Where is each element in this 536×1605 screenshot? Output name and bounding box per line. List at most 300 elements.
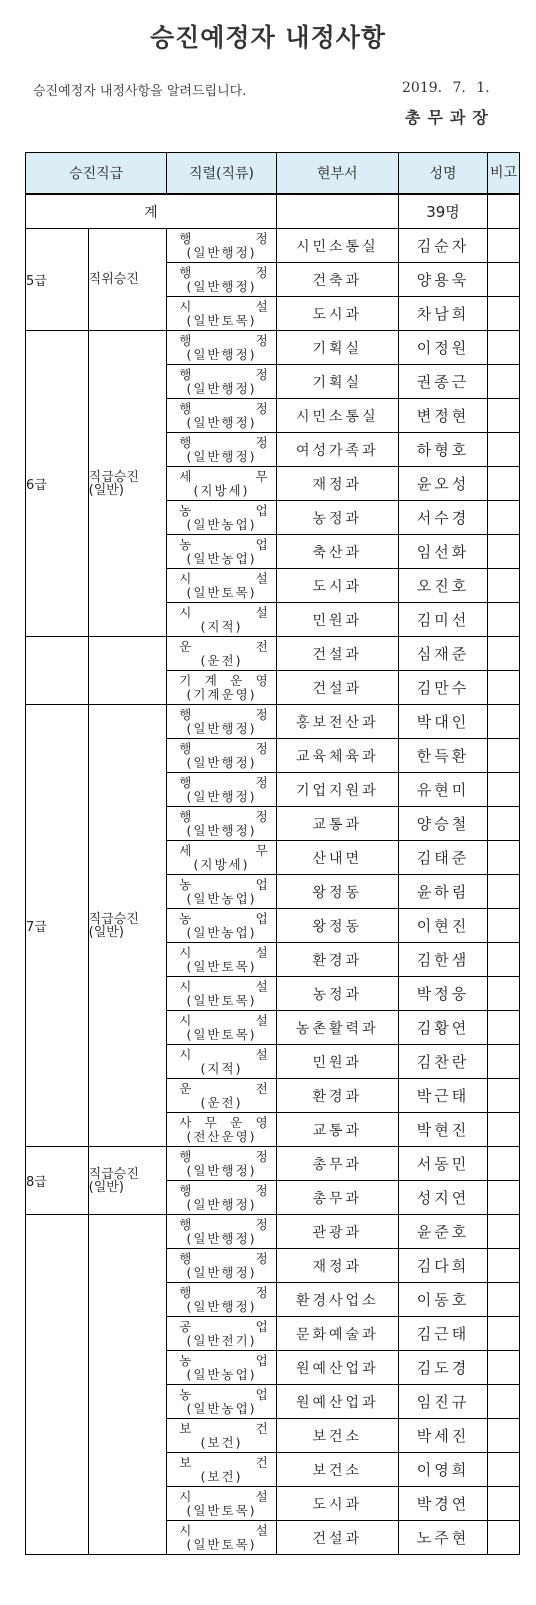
job-series-cell — [167, 977, 276, 1011]
job-series-cell — [167, 773, 276, 807]
remark-cell — [488, 1079, 520, 1113]
job-subseries: (일반행정) — [186, 822, 257, 838]
name-cell: 이현진 — [398, 909, 487, 943]
page-title: 승진예정자 내정사항 — [149, 23, 387, 52]
header-grade: 승진직급 — [26, 153, 167, 195]
job-series — [167, 1116, 275, 1130]
department-cell: 시민소통실 — [276, 229, 398, 263]
name-cell: 김만수 — [398, 671, 487, 705]
job-series — [167, 1150, 275, 1164]
job-series-char: 행 — [179, 400, 192, 416]
job-subseries: (일반행정) — [186, 1196, 257, 1212]
remark-cell — [488, 943, 520, 977]
promotion-type-sub: (일반) — [88, 924, 124, 940]
name-cell: 김찬란 — [398, 1045, 487, 1079]
job-subseries: (일반행정) — [186, 754, 257, 770]
job-series — [167, 1286, 275, 1300]
job-series-char: 설 — [255, 1046, 268, 1062]
job-series-cell — [167, 1385, 276, 1419]
remark-cell — [488, 1181, 520, 1215]
name-cell: 박세진 — [398, 1419, 487, 1453]
job-series — [167, 572, 275, 586]
name-cell: 권종근 — [398, 365, 487, 399]
department-cell: 왕정동 — [276, 875, 398, 909]
job-series-char: 농 — [179, 910, 192, 926]
remark-cell — [488, 1011, 520, 1045]
job-series-char: 업 — [255, 910, 268, 926]
department-cell: 총무과 — [276, 1147, 398, 1181]
job-series-char: 시 — [179, 944, 192, 960]
document-date: 2019. 7. 1. — [402, 80, 490, 96]
department-cell: 기획실 — [276, 331, 398, 365]
job-series-char: 영 — [255, 672, 268, 688]
total-label: 계 — [26, 194, 277, 229]
job-series — [167, 1048, 275, 1062]
job-series-cell — [167, 535, 276, 569]
job-subseries: (지적) — [200, 618, 243, 634]
name-cell: 서동민 — [398, 1147, 487, 1181]
name-cell: 윤하림 — [398, 875, 487, 909]
name-cell: 박정웅 — [398, 977, 487, 1011]
remark-cell — [488, 977, 520, 1011]
grade-cell: 8급 — [26, 1147, 89, 1215]
name-cell: 김순자 — [398, 229, 487, 263]
department-cell: 건설과 — [276, 671, 398, 705]
name-cell: 하형호 — [398, 433, 487, 467]
name-cell: 박현진 — [398, 1113, 487, 1147]
department-cell: 홍보전산과 — [276, 705, 398, 739]
job-series — [167, 334, 275, 348]
job-series-cell — [167, 1453, 276, 1487]
job-subseries: (일반토목) — [186, 958, 257, 974]
job-series-cell — [167, 433, 276, 467]
department-cell: 교통과 — [276, 1113, 398, 1147]
job-series-char: 설 — [255, 298, 268, 314]
job-series-char: 무 — [255, 842, 268, 858]
job-series-cell — [167, 875, 276, 909]
job-series-char: 정 — [255, 1284, 268, 1300]
job-series-char: 영 — [255, 1114, 268, 1130]
job-subseries: (일반행정) — [186, 1264, 257, 1280]
name-cell: 김한샘 — [398, 943, 487, 977]
job-series-cell — [167, 637, 276, 671]
job-series — [167, 606, 275, 620]
remark-cell — [488, 1283, 520, 1317]
job-series — [167, 266, 275, 280]
job-series-cell — [167, 841, 276, 875]
department-cell: 기업지원과 — [276, 773, 398, 807]
job-series-char: 행 — [179, 1216, 192, 1232]
job-series-cell — [167, 705, 276, 739]
job-series-char: 정 — [255, 366, 268, 382]
job-subseries: (지방세) — [193, 856, 250, 872]
name-cell: 이정원 — [398, 331, 487, 365]
job-series-char: 설 — [255, 1012, 268, 1028]
job-series-char: 농 — [179, 876, 192, 892]
grade-cell: 5급 — [26, 229, 89, 331]
job-subseries: (일반토목) — [186, 1026, 257, 1042]
department-cell: 원예산업과 — [276, 1385, 398, 1419]
job-series-cell — [167, 1181, 276, 1215]
remark-cell — [488, 501, 520, 535]
remark-cell — [488, 875, 520, 909]
job-subseries: (일반농업) — [186, 1366, 257, 1382]
remark-cell — [488, 1419, 520, 1453]
department-cell: 관광과 — [276, 1215, 398, 1249]
grade-cell: 7급 — [26, 705, 89, 1147]
job-subseries: (일반토목) — [186, 1536, 257, 1552]
job-series-char: 설 — [255, 944, 268, 960]
job-series-cell — [167, 739, 276, 773]
department-cell: 축산과 — [276, 535, 398, 569]
job-series-char: 운 — [230, 672, 243, 688]
job-subseries: (일반행정) — [186, 1230, 257, 1246]
department-cell: 기획실 — [276, 365, 398, 399]
job-subseries: (일반토목) — [186, 584, 257, 600]
job-subseries: (일반전기) — [186, 1332, 257, 1348]
job-series-char: 업 — [255, 1318, 268, 1334]
remark-cell — [488, 1385, 520, 1419]
job-series-cell — [167, 1487, 276, 1521]
job-series-char: 보 — [179, 1420, 192, 1436]
remark-cell — [488, 1487, 520, 1521]
job-series-char: 행 — [179, 1250, 192, 1266]
job-series — [167, 810, 275, 824]
job-subseries: (보건) — [200, 1434, 243, 1450]
job-series-cell — [167, 1249, 276, 1283]
job-series-cell — [167, 1521, 276, 1555]
job-series — [167, 742, 275, 756]
job-series-char: 설 — [255, 570, 268, 586]
job-series — [167, 1252, 275, 1266]
remark-cell — [488, 194, 520, 229]
header-row — [26, 153, 520, 195]
job-series-char: 농 — [179, 1352, 192, 1368]
total-row — [26, 194, 520, 229]
name-cell: 박대인 — [398, 705, 487, 739]
remark-cell — [488, 603, 520, 637]
job-series-char: 시 — [179, 1488, 192, 1504]
remark-cell — [488, 841, 520, 875]
header-remark: 비고 — [488, 153, 520, 195]
department-cell: 환경사업소 — [276, 1283, 398, 1317]
job-series — [167, 878, 275, 892]
remark-cell — [488, 773, 520, 807]
promotion-type-cell — [88, 637, 167, 705]
job-series-char: 정 — [255, 1250, 268, 1266]
job-series-char: 행 — [179, 740, 192, 756]
job-series-char: 행 — [179, 332, 192, 348]
job-series-char: 세 — [179, 468, 192, 484]
name-cell: 한득환 — [398, 739, 487, 773]
job-subseries: (일반토목) — [186, 312, 257, 328]
job-series-char: 정 — [255, 740, 268, 756]
job-series-char: 운 — [179, 1080, 192, 1096]
table-row — [26, 637, 520, 671]
job-series-char: 건 — [255, 1420, 268, 1436]
job-series — [167, 776, 275, 790]
job-series-char: 행 — [179, 230, 192, 246]
job-series-char: 정 — [255, 264, 268, 280]
department-cell: 재정과 — [276, 467, 398, 501]
job-series-char: 정 — [255, 808, 268, 824]
remark-cell — [488, 909, 520, 943]
department-cell: 문화예술과 — [276, 1317, 398, 1351]
job-subseries: (일반행정) — [186, 414, 257, 430]
job-subseries: (일반농업) — [186, 516, 257, 532]
job-series-char: 전 — [255, 638, 268, 654]
job-series-cell — [167, 331, 276, 365]
job-series-cell — [167, 1215, 276, 1249]
table-body — [26, 194, 520, 1555]
job-subseries: (일반행정) — [186, 1298, 257, 1314]
name-cell: 유현미 — [398, 773, 487, 807]
job-series — [167, 1490, 275, 1504]
job-series-char: 정 — [255, 1148, 268, 1164]
job-series-char: 세 — [179, 842, 192, 858]
job-series-char: 행 — [179, 1182, 192, 1198]
job-series — [167, 1218, 275, 1232]
remark-cell — [488, 467, 520, 501]
job-series-cell — [167, 569, 276, 603]
job-subseries: (일반행정) — [186, 788, 257, 804]
promotion-type-sub: (일반) — [88, 482, 124, 498]
name-cell: 노주현 — [398, 1521, 487, 1555]
job-series-char: 농 — [179, 536, 192, 552]
job-series-cell — [167, 467, 276, 501]
job-series-char: 설 — [255, 978, 268, 994]
name-cell: 이동호 — [398, 1283, 487, 1317]
job-series — [167, 436, 275, 450]
job-subseries: (일반행정) — [186, 380, 257, 396]
job-series-char: 농 — [179, 502, 192, 518]
remark-cell — [488, 399, 520, 433]
job-series-char: 업 — [255, 1386, 268, 1402]
job-series — [167, 300, 275, 314]
name-cell: 오진호 — [398, 569, 487, 603]
department-cell: 산내면 — [276, 841, 398, 875]
job-subseries: (일반토목) — [186, 1502, 257, 1518]
job-series — [167, 1354, 275, 1368]
department-cell: 환경과 — [276, 943, 398, 977]
table-row — [26, 1215, 520, 1249]
name-cell: 임선화 — [398, 535, 487, 569]
department-cell: 보건소 — [276, 1419, 398, 1453]
department-cell: 건설과 — [276, 1521, 398, 1555]
grade-cell — [26, 637, 89, 705]
job-series-char: 행 — [179, 706, 192, 722]
job-series-char: 전 — [255, 1080, 268, 1096]
name-cell: 임진규 — [398, 1385, 487, 1419]
department-cell: 건축과 — [276, 263, 398, 297]
grade-cell — [26, 1215, 89, 1555]
job-series — [167, 640, 275, 654]
promotion-type-sub: (일반) — [88, 1179, 124, 1195]
job-series-cell — [167, 1147, 276, 1181]
job-series-char: 행 — [179, 366, 192, 382]
job-series — [167, 1524, 275, 1538]
name-cell: 양용욱 — [398, 263, 487, 297]
job-subseries: (일반토목) — [186, 992, 257, 1008]
name-cell: 박근태 — [398, 1079, 487, 1113]
job-series-cell — [167, 1113, 276, 1147]
name-cell: 김태준 — [398, 841, 487, 875]
remark-cell — [488, 637, 520, 671]
department-cell: 보건소 — [276, 1453, 398, 1487]
remark-cell — [488, 569, 520, 603]
promotion-type-cell — [88, 1147, 167, 1215]
job-series-char: 보 — [179, 1454, 192, 1470]
job-subseries: (일반행정) — [186, 244, 257, 260]
job-series-cell — [167, 1419, 276, 1453]
total-blank — [276, 194, 398, 229]
job-series — [167, 1320, 275, 1334]
department-cell: 왕정동 — [276, 909, 398, 943]
job-series-cell — [167, 1351, 276, 1385]
job-series-char: 시 — [179, 978, 192, 994]
job-series-char: 사 — [179, 1114, 192, 1130]
remark-cell — [488, 671, 520, 705]
remark-cell — [488, 1147, 520, 1181]
name-cell: 김다희 — [398, 1249, 487, 1283]
job-series-char: 정 — [255, 230, 268, 246]
job-series-char: 건 — [255, 1454, 268, 1470]
promotion-table — [25, 152, 520, 1555]
remark-cell — [488, 807, 520, 841]
remark-cell — [488, 1521, 520, 1555]
remark-cell — [488, 705, 520, 739]
remark-cell — [488, 263, 520, 297]
job-series-char: 시 — [179, 570, 192, 586]
job-series-char: 행 — [179, 264, 192, 280]
table-row — [26, 331, 520, 365]
department-cell: 농촌활력과 — [276, 1011, 398, 1045]
job-series-char: 설 — [255, 1488, 268, 1504]
department-cell: 민원과 — [276, 1045, 398, 1079]
job-subseries: (일반농업) — [186, 924, 257, 940]
job-subseries: (일반농업) — [186, 550, 257, 566]
job-series-cell — [167, 1011, 276, 1045]
job-series — [167, 912, 275, 926]
job-series — [167, 674, 275, 688]
table-row — [26, 229, 520, 263]
job-subseries: (일반행정) — [186, 1162, 257, 1178]
remark-cell — [488, 1453, 520, 1487]
job-subseries: (일반행정) — [186, 278, 257, 294]
promotion-type: 직위승진 — [88, 272, 139, 287]
job-series-char: 정 — [255, 1182, 268, 1198]
department-cell: 도시과 — [276, 569, 398, 603]
department-cell: 원예산업과 — [276, 1351, 398, 1385]
department-cell: 환경과 — [276, 1079, 398, 1113]
job-series-char: 시 — [179, 1046, 192, 1062]
job-series — [167, 844, 275, 858]
job-series-char: 기 — [179, 672, 192, 688]
job-subseries: (지적) — [200, 1060, 243, 1076]
job-series — [167, 946, 275, 960]
remark-cell — [488, 535, 520, 569]
job-series-cell — [167, 671, 276, 705]
intro-text: 승진예정자 내정사항을 알려드립니다. — [33, 84, 247, 99]
name-cell: 심재준 — [398, 637, 487, 671]
job-subseries: (기계운영) — [186, 686, 257, 702]
remark-cell — [488, 1045, 520, 1079]
header-job: 직렬(직류) — [167, 153, 276, 195]
job-series-char: 업 — [255, 876, 268, 892]
job-subseries: (일반농업) — [186, 1400, 257, 1416]
job-series — [167, 1082, 275, 1096]
header-dept: 현부서 — [276, 153, 398, 195]
job-series — [167, 368, 275, 382]
job-subseries: (운전) — [200, 652, 243, 668]
name-cell: 성지연 — [398, 1181, 487, 1215]
job-subseries: (일반행정) — [186, 346, 257, 362]
department-cell: 교육체육과 — [276, 739, 398, 773]
department-cell: 농정과 — [276, 977, 398, 1011]
job-series-char: 정 — [255, 332, 268, 348]
job-series-char: 시 — [179, 1012, 192, 1028]
remark-cell — [488, 365, 520, 399]
department-cell: 농정과 — [276, 501, 398, 535]
job-subseries: (지방세) — [193, 482, 250, 498]
job-subseries: (일반농업) — [186, 890, 257, 906]
job-series-cell — [167, 263, 276, 297]
name-cell: 윤준호 — [398, 1215, 487, 1249]
header-name: 성명 — [398, 153, 487, 195]
job-series-cell — [167, 399, 276, 433]
job-series-cell — [167, 603, 276, 637]
job-series-char: 정 — [255, 400, 268, 416]
job-series-char: 설 — [255, 604, 268, 620]
job-series-cell — [167, 909, 276, 943]
job-subseries: (운전) — [200, 1094, 243, 1110]
promotion-type-cell — [88, 705, 167, 1147]
job-series-cell — [167, 1317, 276, 1351]
promotion-type-cell — [88, 331, 167, 637]
job-series-char: 시 — [179, 604, 192, 620]
department-cell: 건설과 — [276, 637, 398, 671]
job-series — [167, 1014, 275, 1028]
remark-cell — [488, 1351, 520, 1385]
job-series — [167, 504, 275, 518]
signer: 총무과장 — [405, 108, 495, 127]
grade-cell: 6급 — [26, 331, 89, 637]
job-series-cell — [167, 229, 276, 263]
job-series-char: 정 — [255, 434, 268, 450]
job-series-char: 설 — [255, 1522, 268, 1538]
job-series-cell — [167, 1045, 276, 1079]
job-series — [167, 1422, 275, 1436]
promotion-type-cell — [88, 1215, 167, 1555]
job-series — [167, 708, 275, 722]
job-series-cell — [167, 365, 276, 399]
name-cell: 김미선 — [398, 603, 487, 637]
promotion-type: 직급승진 — [88, 469, 139, 485]
name-cell: 이영희 — [398, 1453, 487, 1487]
promotion-type: 직급승진 — [88, 911, 139, 927]
job-series — [167, 1184, 275, 1198]
job-series-char: 운 — [179, 638, 192, 654]
table-row — [26, 1147, 520, 1181]
job-series-char: 행 — [179, 1148, 192, 1164]
job-subseries: (보건) — [200, 1468, 243, 1484]
total-value: 39명 — [398, 194, 487, 229]
job-series — [167, 538, 275, 552]
name-cell: 김도경 — [398, 1351, 487, 1385]
job-series-char: 행 — [179, 1284, 192, 1300]
remark-cell — [488, 739, 520, 773]
name-cell: 차남희 — [398, 297, 487, 331]
